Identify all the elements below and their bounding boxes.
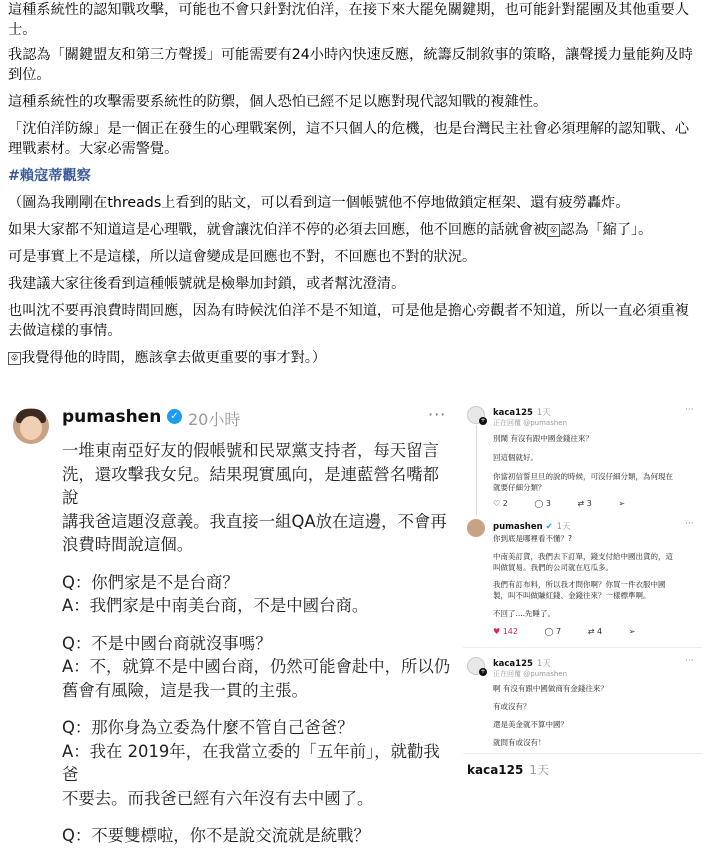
qa-question: Q：那你身為立委為什麼不管自己爸爸？ [62,718,354,737]
post-text-segment: 認為「縮了」。 [560,222,653,238]
post-paragraph: 也叫沈不要再浪費時間回應，因為有時候沈伯洋不是不知道，可是他是擔心旁觀者不知道，所以一直必須重複去做這樣的事情。 [8,303,690,339]
repost-button[interactable]: ⇄ 4 [587,627,603,636]
thread-connector [476,425,477,515]
reply-to[interactable]: 正在回覆 @pumashen [493,670,568,678]
reply-user[interactable]: kaca125 1天 [493,659,551,669]
post-paragraph: （圖為我剛剛在threads上看到的貼文，可以看到這一個帳號他不停地做鎖定框架、還有疲勞轟炸。 [8,195,630,211]
reply-line: 我們有訂布料，所以我才問你啊？你買一件衣服中國 [493,580,666,589]
more-options-icon[interactable]: ··· [685,656,694,666]
threads-line: 講我爸這題沒意義。我直接一組QA放在這邊，不會再 [62,511,447,531]
post-paragraph: 我建議大家往後看到這種帳號就是檢舉加封鎖，或者幫沈澄清。 [8,276,406,292]
post-paragraph [8,348,698,368]
action-bar [493,499,637,508]
threads-screenshot-right[interactable] [463,395,702,778]
reply-line: 還是美金就不算中國？ [493,720,568,729]
follow-plus-icon[interactable]: + [480,417,486,424]
qa-answer: A：不，就算不是中國台商，仍然可能會赴中，所以仍 [62,657,451,676]
verified-badge-icon: ✓ [167,409,182,424]
reply-line: 就要仔細分類？ [493,483,546,492]
reply-line: 別鬧 有沒有跟中國金錢往來？ [493,434,593,443]
reply-user[interactable]: kaca125 1天 [467,763,549,777]
divider [463,647,702,648]
threads-line: 浪費時間說這個。 [62,535,194,554]
divider [463,753,702,754]
reply-line: 製，叫不叫做賺紅錢、金錢往來？一樣標準啊。 [493,591,651,600]
reply-line: 你當初信誓旦旦的說的時候，可沒仔細分類，為何現在 [493,472,673,481]
avatar[interactable] [467,406,485,424]
post-paragraph: 我認為「關鍵盟友和第三方聲援」可能需要有24小時內快速反應，統籌反制敘事的策略，讓聲援力量能夠及時到位。 [8,47,693,83]
threads-post-body [62,439,454,848]
username[interactable]: pumashen [62,407,162,427]
reply-line: 你到底是哪裡看不懂？? [493,534,572,543]
reply-line: 叫做貿易。我們的公司就在厄瓜多。 [493,563,613,572]
repost-button[interactable]: ⇄ 3 [577,499,592,508]
emoji-icon: 😮 [547,224,560,237]
post-paragraph: 這種系統性的認知戰攻擊，可能也不會只針對沈伯洋，在接下來大罷免關鍵期，也可能針對罷團及其他重要人士。 [8,2,690,38]
qa-answer: A：我在 2019年，在我當立委的「五年前」，就勸我爸 [62,741,440,784]
qa-question: Q：不是中國台商就沒事嗎？ [62,633,272,653]
hashtag-link[interactable]: #賴寇蒂觀察 [8,168,91,184]
avatar-face [20,416,42,440]
post-paragraph [8,220,698,240]
avatar[interactable] [467,519,485,537]
post-body [8,0,698,368]
more-options-icon[interactable]: ··· [685,405,694,415]
post-paragraph: 可是事實上不是這樣，所以這會變成是回應也不對，不回應也不對的狀況。 [8,249,477,265]
qa-answer: 不要去。而我爸已經有六年沒有去中國了。 [62,788,374,808]
avatar[interactable] [13,408,49,444]
post-paragraph: 「沈伯洋防線」是一個正在發生的心理戰案例，這不只個人的危機，也是台灣民主社會必須理解的認知戰、心理戰素材。大家必需警覺。 [8,121,690,157]
reply-line: 啊 有沒有跟中國做商有金錢往來？ [493,684,608,693]
reply-line: 回這個就好。 [493,453,538,462]
like-button[interactable]: ♡ 2 [493,499,508,508]
reply-line: 不回了....先睡了。 [493,609,556,618]
reply-line: 有或沒有？ [493,702,531,711]
more-options-icon[interactable]: ··· [685,519,694,529]
threads-screenshot-left[interactable] [0,395,461,845]
reply-to[interactable]: 正在回覆 @pumashen [493,419,568,427]
reply-line: 就問有或沒有！ [493,738,546,747]
post-paragraph: 這種系統性的攻擊需要系統性的防禦，個人恐怕已經不足以應對現代認知戰的複雜性。 [8,94,548,110]
emoji-icon: 😮 [8,352,21,365]
threads-line: 一堆東南亞好友的假帳號和民眾黨支持者，每天留言 [62,441,439,460]
reply-user[interactable]: kaca125 1天 [493,408,551,418]
post-time: 20小時 [188,410,241,429]
action-bar [493,627,647,636]
reply-user[interactable]: pumashen ✔ 1天 [493,522,571,532]
avatar[interactable] [467,657,485,675]
qa-question: Q：不要雙標啦，你不是說交流就是統戰？ [62,826,370,845]
share-icon[interactable]: ➢ [628,627,636,636]
follow-plus-icon[interactable]: + [480,668,486,675]
post-text-segment: 如果大家都不知道這是心理戰，就會讓沈伯洋不停的必須去回應，他不回應的話就會被 [8,222,548,238]
more-options-icon[interactable]: ··· [428,405,447,424]
reply-line: 中南美訂貨，我們去下訂單，錢支付給中國出貨的，這 [493,552,673,561]
qa-answer: A：我們家是中南美台商，不是中國台商。 [62,596,369,615]
post-text-segment: 我覺得他的時間，應該拿去做更重要的事才對。） [21,350,327,366]
qa-answer: 舊會有風險，這是我一貫的主張。 [62,680,308,700]
threads-line: 洗，還攻擊我女兒。結果現實風向，是連藍營名嘴都說 [62,464,439,507]
share-icon[interactable]: ➢ [618,499,626,508]
like-button[interactable]: ♥ 142 [493,627,518,636]
qa-question: Q：你們家是不是台商？ [62,572,239,592]
comment-button[interactable]: ◯ 7 [544,627,562,636]
verified-badge-icon: ✔ [545,522,553,532]
comment-button[interactable]: ◯ 3 [534,499,551,508]
